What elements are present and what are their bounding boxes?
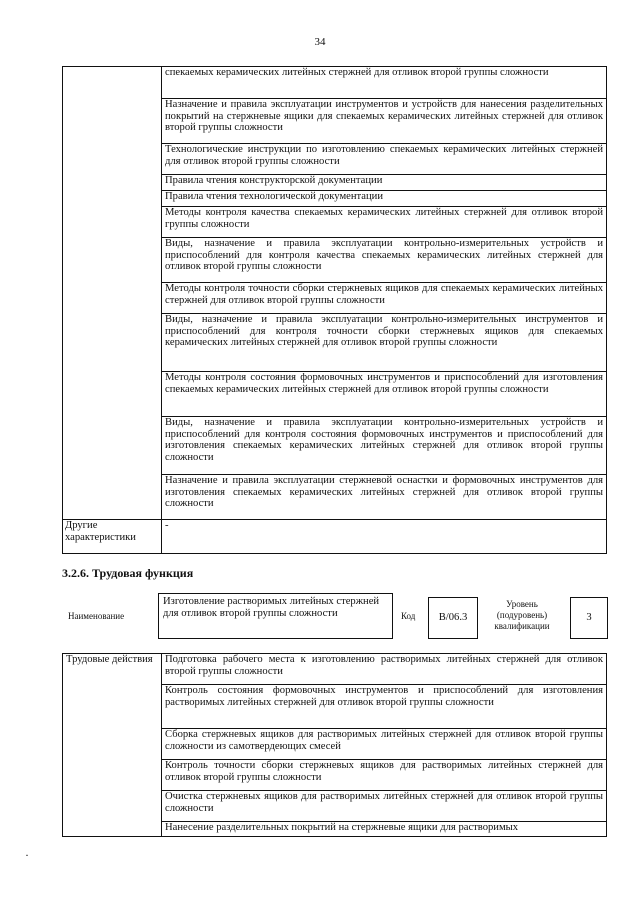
function-name-box: Изготовление растворимых литейных стержней для отливок второй группы сложности	[158, 593, 393, 639]
level-label: Уровень (подуровень) квалификации	[494, 599, 550, 631]
table-cell: Сборка стержневых ящиков для растворимых литейных стержней для отливок второй группы сложности из самотвердеющих смесей	[162, 729, 607, 760]
table-cell: Очистка стержневых ящиков для растворимых литейных стержней для отливок второй группы сложности	[162, 791, 607, 822]
table-cell: Нанесение разделительных покрытий на стержневые ящики для растворимых	[162, 822, 607, 837]
labor-actions-table	[62, 653, 607, 837]
table-cell: Контроль точности сборки стержневых ящиков для растворимых литейных стержней для отливок второй группы сложности	[162, 760, 607, 791]
knowledge-table	[62, 66, 607, 554]
table-cell: Виды, назначение и правила эксплуатации контрольно-измерительных устройств и приспособлений для контроля качества спекаемых керамических литейных стержней для отливок второй группы сложности	[162, 238, 607, 283]
name-label: Наименование	[68, 611, 125, 621]
table-row	[63, 67, 607, 99]
table-cell: спекаемых керамических литейных стержней для отливок второй группы сложности	[162, 67, 607, 99]
table-cell: Контроль состояния формовочных инструментов и приспособлений для изготовления растворимых литейных стержней для отливок второй группы сложности	[162, 685, 607, 729]
page-number: 34	[314, 36, 326, 48]
scan-mark-icon: ·	[25, 848, 29, 862]
table-row	[63, 520, 607, 554]
table-cell: Виды, назначение и правила эксплуатации контрольно-измерительных устройств и приспособлений для контроля состояния формовочных инструментов и приспособлений для изготовления спекаемых керамических литейных стержней для отливок второй группы сложности	[162, 417, 607, 475]
other-characteristics-value: -	[162, 520, 607, 554]
level-box: 3	[570, 597, 608, 639]
table-cell: Подготовка рабочего места к изготовлению растворимых литейных стержней для отливок второй группы сложности	[162, 654, 607, 685]
table-cell: Назначение и правила эксплуатации стержневой оснастки и формовочных инструментов для изготовления спекаемых керамических литейных стержней для отливок второй группы сложности	[162, 475, 607, 520]
table-cell: Методы контроля точности сборки стержневых ящиков для спекаемых керамических литейных стержней для отливок второй группы сложности	[162, 283, 607, 314]
code-box: B/06.3	[428, 597, 478, 639]
table-cell: Правила чтения технологической документации	[162, 191, 607, 207]
table-cell: Виды, назначение и правила эксплуатации контрольно-измерительных инструментов и приспособлений для контроля точности сборки стержневых ящиков для спекаемых керамических литейных стержней для отливок второй группы сложности	[162, 314, 607, 372]
table-cell: Методы контроля состояния формовочных инструментов и приспособлений для изготовления спекаемых керамических литейных стержней для отливок второй группы сложности	[162, 372, 607, 417]
table-cell: Назначение и правила эксплуатации инструментов и устройств для нанесения разделительных покрытий на стержневые ящики для спекаемых керамических литейных стержней для отливок второй группы сложности	[162, 99, 607, 144]
knowledge-label-cell	[63, 67, 162, 520]
section-heading: 3.2.6. Трудовая функция	[62, 566, 194, 580]
labor-actions-label: Трудовые действия	[63, 654, 162, 837]
table-cell: Правила чтения конструкторской документации	[162, 175, 607, 191]
code-label: Код	[401, 611, 416, 621]
table-row	[63, 654, 607, 685]
other-characteristics-label: Другие характеристики	[63, 520, 162, 554]
table-cell: Технологические инструкции по изготовлению спекаемых керамических литейных стержней для отливок второй группы сложности	[162, 144, 607, 175]
table-cell: Методы контроля качества спекаемых керамических литейных стержней для отливок второй группы сложности	[162, 207, 607, 238]
